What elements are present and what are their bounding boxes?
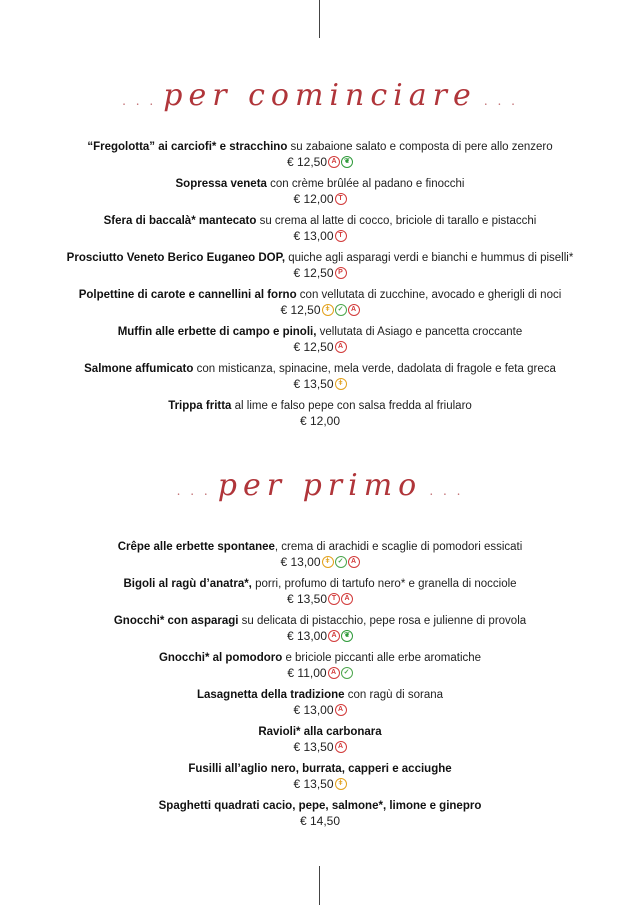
dish-price: € 12,00: [293, 192, 334, 206]
menu-item: [0, 140, 640, 177]
allergen-a-icon: A: [328, 156, 340, 168]
dish-price: € 13,00: [280, 555, 321, 569]
allergen-t-icon: T: [335, 230, 347, 242]
top-divider-line: [319, 0, 320, 38]
dish-name: Spaghetti quadrati cacio, pepe, salmone*, limone e ginepro: [158, 800, 482, 812]
menu-item: [0, 288, 640, 325]
menu-item: [0, 399, 640, 436]
allergen-p-icon: P: [335, 267, 347, 279]
dish-price: € 12,50: [280, 303, 321, 317]
section-title-text: per primo: [217, 468, 423, 503]
dish-description: con ragù di sorana: [344, 689, 444, 701]
allergen-a-icon: A: [335, 741, 347, 753]
menu-item: [0, 725, 640, 762]
dish-description: vellutata di Asiago e pancetta croccante: [316, 326, 523, 338]
allergen-t-icon: T: [335, 193, 347, 205]
section-title-text: per cominciare: [163, 78, 477, 113]
vegetarian-icon: ✓: [335, 304, 347, 316]
vegan-leaf-icon: ❦: [341, 630, 353, 642]
vegan-leaf-icon: ❦: [341, 156, 353, 168]
bottom-divider-line: [319, 866, 320, 905]
dish-name: Prosciutto Veneto Berico Euganeo DOP,: [66, 252, 286, 264]
dish-description: con misticanza, spinacine, mela verde, dadolata di fragole e feta greca: [193, 363, 556, 375]
allergen-a-icon: A: [328, 667, 340, 679]
allergen-a-icon: A: [335, 704, 347, 716]
allergen-a-icon: A: [348, 556, 360, 568]
dish-name: Sopressa veneta: [175, 178, 267, 190]
dish-name: Polpettine di carote e cannellini al forno: [78, 289, 297, 301]
dish-name: Salmone affumicato: [84, 363, 194, 375]
dish-price: € 13,00: [293, 703, 334, 717]
allergen-a-icon: A: [348, 304, 360, 316]
dish-name: Sfera di baccalà* mantecato: [103, 215, 257, 227]
dish-price: € 12,00: [299, 414, 341, 428]
dish-price: € 12,50: [293, 266, 334, 280]
allergen-a-icon: A: [335, 341, 347, 353]
dish-name: Gnocchi* con asparagi: [113, 615, 239, 627]
gluten-free-icon: ǂ: [322, 556, 334, 568]
menu-item: [0, 799, 640, 836]
dish-description: , crema di arachidi e scaglie di pomodori essicati: [274, 541, 523, 553]
dish-price: € 14,50: [299, 814, 341, 828]
dish-description: porri, profumo di tartufo nero* e granella di nocciole: [251, 578, 517, 590]
menu-item: [0, 762, 640, 799]
section-title-per-primo: . . . per primo . . .: [176, 468, 464, 503]
menu-item: [0, 362, 640, 399]
menu-item: [0, 688, 640, 725]
dish-description: su crema al latte di cocco, briciole di tarallo e pistacchi: [256, 215, 537, 227]
dish-name: Crêpe alle erbette spontanee: [117, 541, 275, 553]
dish-description: con vellutata di zucchine, avocado e gherigli di noci: [296, 289, 562, 301]
dish-name: Bigoli al ragù d’anatra*,: [123, 578, 252, 590]
dish-name: Fusilli all’aglio nero, burrata, capperi e acciughe: [188, 763, 452, 775]
dish-name: “Fregolotta” ai carciofi* e stracchino: [87, 141, 288, 153]
dish-description: con crème brûlée al padano e finocchi: [266, 178, 465, 190]
section-title-per-cominciare: . . . per cominciare . . .: [122, 78, 518, 113]
dish-description: su delicata di pistacchio, pepe rosa e julienne di provola: [238, 615, 527, 627]
dish-description: quiche agli asparagi verdi e bianchi e hummus di piselli*: [285, 252, 574, 264]
menu-item: [0, 251, 640, 288]
dish-price: € 13,00: [293, 229, 334, 243]
dish-price: € 13,00: [286, 629, 328, 643]
menu-item: [0, 577, 640, 614]
dish-description: su zabaione salato e composta di pere allo zenzero: [287, 141, 553, 153]
vegetarian-icon: ✓: [335, 556, 347, 568]
vegetarian-icon: ✓: [341, 667, 353, 679]
dish-name: Muffin alle erbette di campo e pinoli,: [117, 326, 317, 338]
dish-price: € 11,00: [287, 666, 327, 680]
menu-item: [0, 651, 640, 688]
gluten-free-icon: ǂ: [322, 304, 334, 316]
allergen-a-icon: A: [341, 593, 353, 605]
menu-item: [0, 177, 640, 214]
first-courses-list: [0, 540, 640, 836]
dish-name: Gnocchi* al pomodoro: [158, 652, 283, 664]
dish-price: € 13,50: [293, 777, 334, 791]
dish-price: € 12,50: [286, 155, 328, 169]
menu-item: [0, 614, 640, 651]
dish-price: € 13,50: [286, 592, 328, 606]
menu-item: [0, 325, 640, 362]
dish-name: Ravioli* alla carbonara: [258, 726, 382, 738]
gluten-free-icon: ǂ: [335, 778, 347, 790]
dish-name: Trippa fritta: [168, 400, 232, 412]
dish-name: Lasagnetta della tradizione: [196, 689, 345, 701]
starters-list: [0, 140, 640, 436]
allergen-t-icon: T: [328, 593, 340, 605]
gluten-free-icon: ǂ: [335, 378, 347, 390]
dish-price: € 13,50: [293, 377, 334, 391]
dish-description: e briciole piccanti alle erbe aromatiche: [282, 652, 482, 664]
dish-description: al lime e falso pepe con salsa fredda al friularo: [231, 400, 472, 412]
dish-price: € 13,50: [293, 740, 334, 754]
menu-item: [0, 540, 640, 577]
menu-item: [0, 214, 640, 251]
allergen-a-icon: A: [328, 630, 340, 642]
dish-price: € 12,50: [293, 340, 334, 354]
